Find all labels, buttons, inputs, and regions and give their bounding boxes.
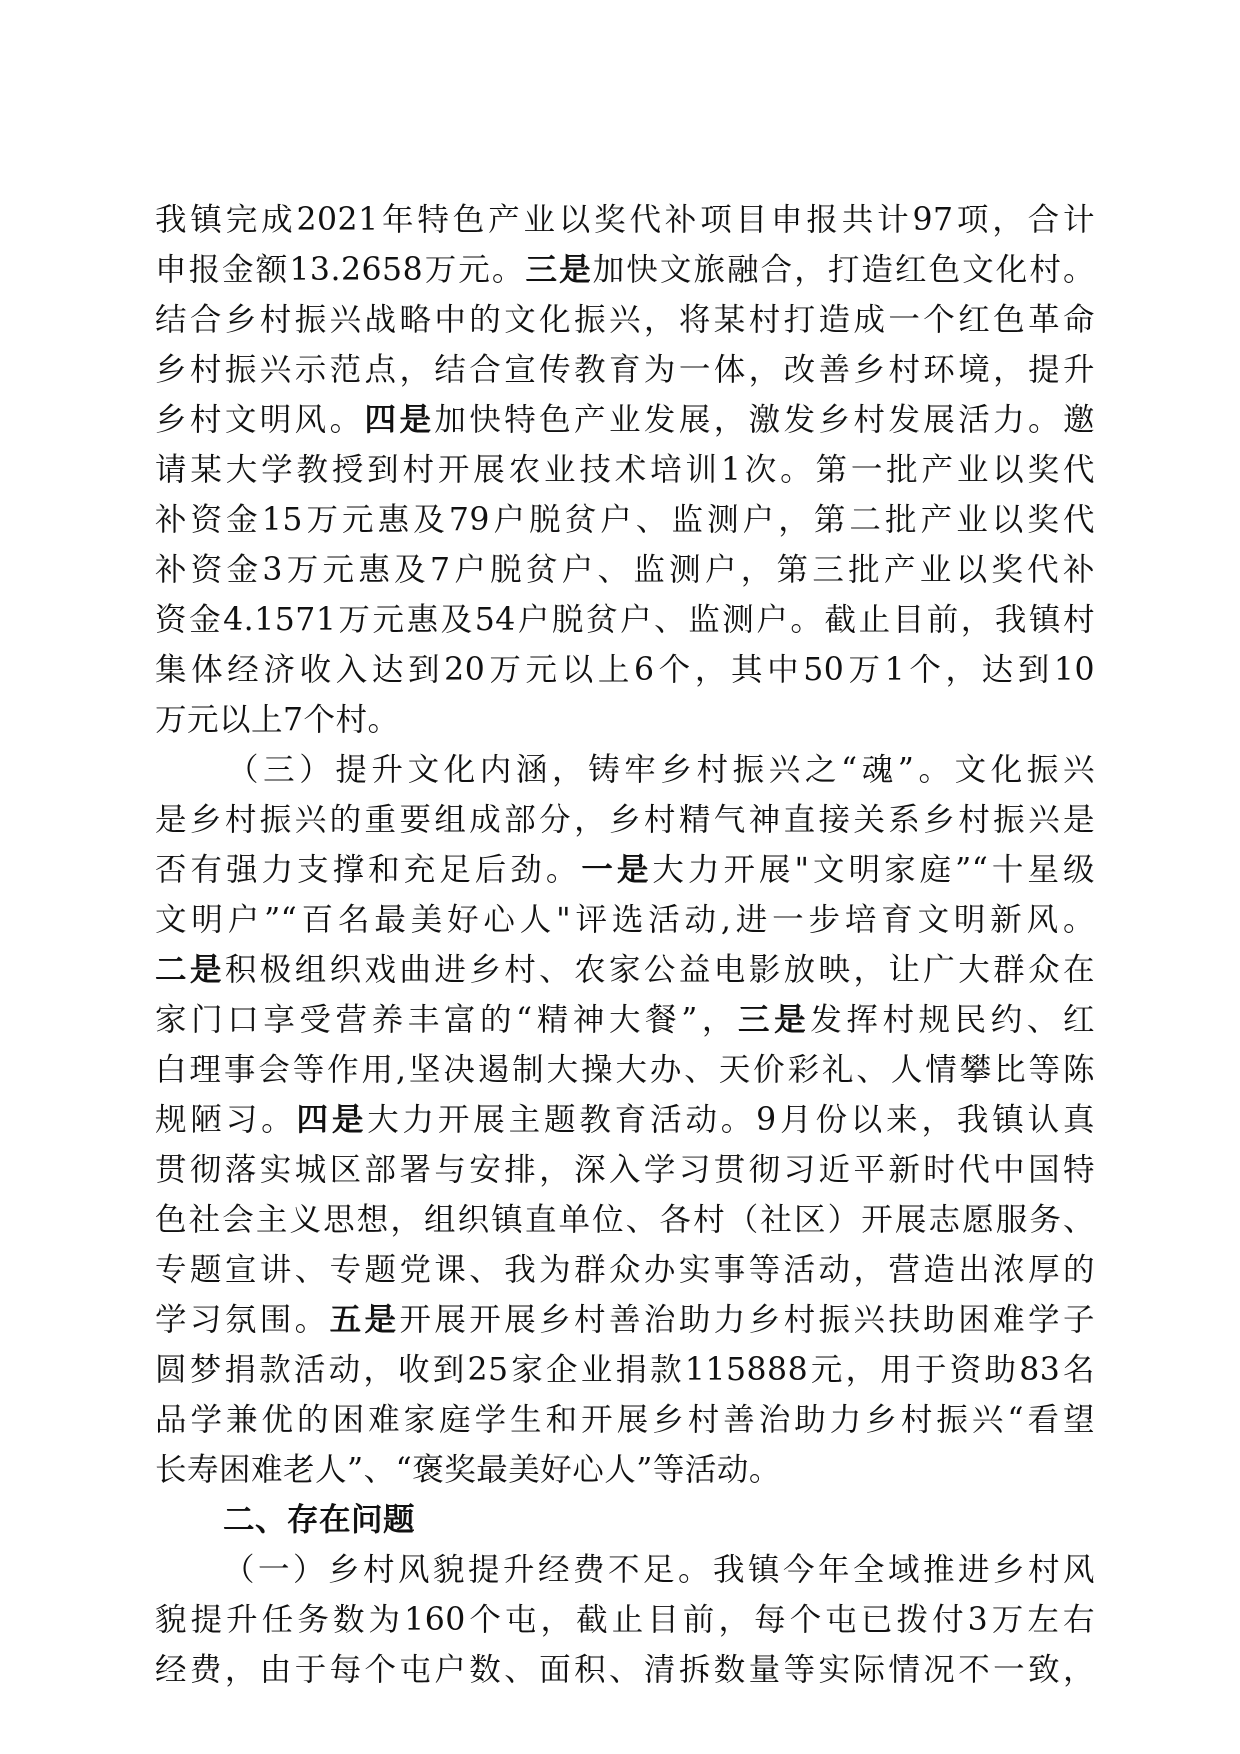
body-line <box>155 295 1095 345</box>
bold-keyword: 三是 <box>738 1002 811 1038</box>
body-line <box>155 395 1095 445</box>
body-line <box>155 795 1095 845</box>
line-text: 发挥村规民约、红 <box>810 1002 1095 1038</box>
bold-keyword: 五是 <box>329 1302 400 1338</box>
body-line <box>155 1045 1095 1095</box>
line-text: 申报金额13.2658万元。 <box>155 252 526 288</box>
body-line <box>155 445 1095 495</box>
line-text: （一）乡村风貌提升经费不足。我镇今年全域推进乡村风 <box>223 1552 1095 1588</box>
line-text: 补资金3万元惠及7户脱贫户、监测户，第三批产业以奖代补 <box>155 552 1095 588</box>
line-text: 开展开展乡村善治助力乡村振兴扶助困难学子 <box>399 1302 1095 1338</box>
body-line <box>155 1645 1095 1695</box>
line-text: 万元以上7个村。 <box>155 702 400 738</box>
line-text: 貌提升任务数为160个屯，截止目前，每个屯已拨付3万左右 <box>155 1602 1095 1638</box>
body-line <box>155 645 1095 695</box>
line-text: 大力开展"文明家庭”“十星级 <box>652 852 1095 888</box>
line-text: 长寿困难老人”、“褒奖最美好心人”等活动。 <box>155 1452 781 1488</box>
document-body <box>155 195 1095 1695</box>
line-text: 集体经济收入达到20万元以上6个，其中50万1个，达到10 <box>155 652 1095 688</box>
body-line <box>155 345 1095 395</box>
line-text: （三）提升文化内涵，铸牢乡村振兴之“魂”。文化振兴 <box>227 752 1095 788</box>
body-line <box>155 1295 1095 1345</box>
line-text: 积极组织戏曲进乡村、农家公益电影放映，让广大群众在 <box>224 952 1095 988</box>
line-text: 贯彻落实城区部署与安排，深入学习贯彻习近平新时代中国特 <box>155 1152 1095 1188</box>
line-text: 乡村文明风。 <box>155 402 365 438</box>
line-text: 大力开展主题教育活动。9月份以来，我镇认真 <box>367 1102 1095 1138</box>
bold-keyword: 四是 <box>296 1102 368 1138</box>
body-line <box>155 545 1095 595</box>
body-line <box>155 245 1095 295</box>
body-line <box>155 1195 1095 1245</box>
line-text: 文明户”“百名最美好心人"评选活动,进一步培育文明新风。 <box>155 902 1095 938</box>
body-line <box>155 895 1095 945</box>
body-line <box>155 1445 1095 1495</box>
body-line <box>155 595 1095 645</box>
bold-keyword: 二是 <box>155 952 225 988</box>
bold-keyword: 一是 <box>581 852 653 888</box>
line-text: 我镇完成2021年特色产业以奖代补项目申报共计97项，合计 <box>155 202 1095 238</box>
body-line <box>155 845 1095 895</box>
line-text: 色社会主义思想，组织镇直单位、各村（社区）开展志愿服务、 <box>155 1202 1095 1238</box>
body-line <box>155 495 1095 545</box>
bold-keyword: 三是 <box>525 252 593 288</box>
line-text: 白理事会等作用,坚决遏制大操大办、天价彩礼、人情攀比等陈 <box>155 1052 1095 1088</box>
body-line <box>155 195 1095 245</box>
line-text: 是乡村振兴的重要组成部分，乡村精气神直接关系乡村振兴是 <box>155 802 1095 838</box>
body-line <box>155 1245 1095 1295</box>
line-text: 资金4.1571万元惠及54户脱贫户、监测户。截止目前，我镇村 <box>155 602 1095 638</box>
line-text: 否有强力支撑和充足后劲。 <box>155 852 582 888</box>
body-line <box>155 1145 1095 1195</box>
body-line <box>155 695 1095 745</box>
section-lead-line <box>155 1545 1095 1595</box>
line-text: 经费，由于每个屯户数、面积、清拆数量等实际情况不一致， <box>155 1652 1095 1688</box>
line-text: 规陋习。 <box>155 1102 297 1138</box>
line-text: 圆梦捐款活动，收到25家企业捐款115888元，用于资助83名 <box>155 1352 1095 1388</box>
line-text: 结合乡村振兴战略中的文化振兴，将某村打造成一个红色革命 <box>155 302 1095 338</box>
body-line <box>155 1595 1095 1645</box>
line-text: 学习氛围。 <box>155 1302 330 1338</box>
body-line <box>155 1395 1095 1445</box>
body-line <box>155 995 1095 1045</box>
line-text: 请某大学教授到村开展农业技术培训1次。第一批产业以奖代 <box>155 452 1095 488</box>
bold-keyword: 四是 <box>364 402 435 438</box>
line-text: 加快文旅融合，打造红色文化村。 <box>592 252 1095 288</box>
body-line <box>155 1095 1095 1145</box>
line-text: 家门口享受营养丰富的“精神大餐”， <box>155 1002 739 1038</box>
body-line <box>155 945 1095 995</box>
section-heading <box>155 1495 1095 1545</box>
line-text: 加快特色产业发展，激发乡村发展活力。邀 <box>434 402 1095 438</box>
line-text: 品学兼优的困难家庭学生和开展乡村善治助力乡村振兴“看望 <box>155 1402 1095 1438</box>
line-text: 补资金15万元惠及79户脱贫户、监测户，第二批产业以奖代 <box>155 502 1095 538</box>
line-text: 乡村振兴示范点，结合宣传教育为一体，改善乡村环境，提升 <box>155 352 1095 388</box>
section-lead-line <box>155 745 1095 795</box>
line-text: 二、存在问题 <box>223 1502 416 1538</box>
body-line <box>155 1345 1095 1395</box>
line-text: 专题宣讲、专题党课、我为群众办实事等活动，营造出浓厚的 <box>155 1252 1095 1288</box>
